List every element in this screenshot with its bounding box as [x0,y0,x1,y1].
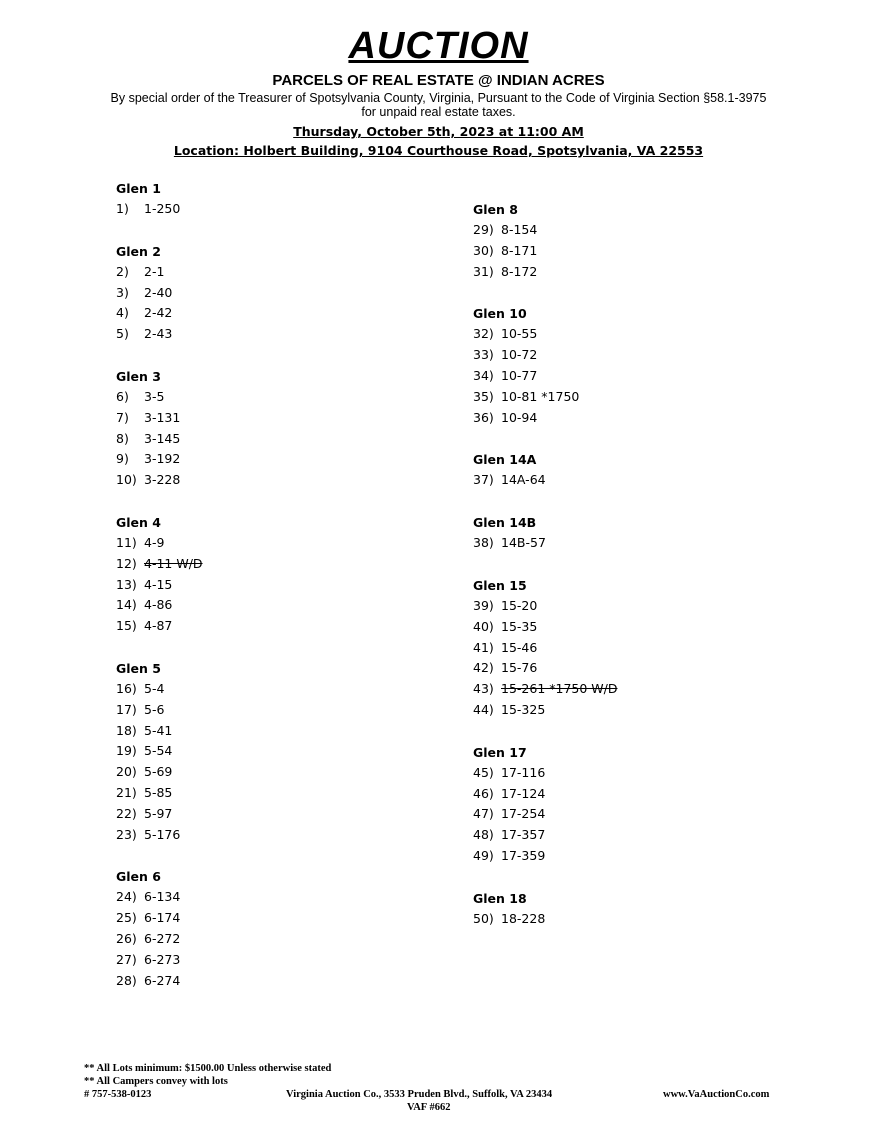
parcel-group [473,512,793,554]
parcel-id: 3-192 [144,451,181,467]
lot-number: 49) [473,847,494,863]
lot-item [473,909,793,930]
lot-item [116,449,416,470]
lot-item [116,324,416,345]
lot-number: 4) [116,305,129,321]
parcel-id: 17-254 [501,806,546,822]
lot-item [116,825,416,846]
lot-number: 42) [473,660,494,676]
lot-item [473,220,793,241]
lot-item [116,408,416,429]
group-heading: Glen 14B [473,515,537,531]
footer-note-campers: ** All Campers convey with lots [84,1076,228,1087]
lot-number: 47) [473,806,494,822]
lot-item [116,929,416,950]
group-heading: Glen 4 [116,514,161,530]
lot-number: 18) [116,722,137,738]
parcel-group [473,449,793,491]
parcel-id: 2-42 [144,305,173,321]
parcel-id: 1-250 [144,201,181,216]
parcel-id: 6-134 [144,889,181,905]
parcel-id: 15-261 *1750 W/D [501,681,618,697]
lot-number: 7) [116,409,129,425]
parcel-id: 4-86 [144,597,173,613]
parcel-id: 14B-57 [501,535,546,551]
lot-number: 8) [116,430,129,446]
parcel-id: 2-43 [144,326,173,342]
lot-number: 35) [473,388,494,404]
parcel-id: 8-154 [501,222,538,237]
lot-item [473,408,793,429]
parcel-group [116,366,416,491]
parcel-group [473,303,793,428]
lot-item [473,345,793,366]
lot-item [116,262,416,283]
parcel-id: 8-171 [501,242,538,258]
lot-number: 26) [116,930,137,946]
group-heading: Glen 1 [116,181,161,196]
lot-item [116,762,416,783]
parcel-id: 4-11 W/D [144,555,203,571]
parcel-id: 17-116 [501,764,546,780]
lot-number: 12) [116,555,137,571]
parcel-id: 3-145 [144,430,181,446]
lot-item [473,241,793,262]
parcel-group [473,575,793,721]
parcel-id: 4-9 [144,534,165,550]
lot-item [116,470,416,491]
lot-number: 36) [473,409,494,425]
lot-item [116,804,416,825]
group-heading: Glen 10 [473,306,527,322]
parcel-id: 3-5 [144,388,165,404]
parcel-id: 2-1 [144,263,165,279]
parcel-id: 5-54 [144,743,173,759]
parcel-id: 15-46 [501,639,538,655]
legal-notice-line-2: for unpaid real estate taxes. [361,105,516,119]
lot-number: 2) [116,263,129,279]
lot-number: 34) [473,367,494,383]
page-subtitle: PARCELS OF REAL ESTATE @ INDIAN ACRES [272,72,605,89]
parcel-group [116,178,416,220]
lot-number: 3) [116,284,129,300]
lot-item [473,658,793,679]
lot-number: 44) [473,701,494,717]
group-heading: Glen 17 [473,744,527,760]
parcel-id: 6-274 [144,972,181,988]
lot-item [116,700,416,721]
lot-item [473,846,793,867]
parcel-id: 4-87 [144,618,173,634]
parcel-id: 18-228 [501,910,546,926]
lot-item [473,596,793,617]
parcel-id: 17-359 [501,847,546,863]
lot-number: 31) [473,263,494,279]
parcel-id: 8-172 [501,263,538,279]
lot-number: 48) [473,827,494,843]
lot-item [116,887,416,908]
lot-item [473,366,793,387]
lot-item [116,679,416,700]
lot-number: 39) [473,597,494,613]
parcel-id: 5-41 [144,722,173,738]
lot-item [116,616,416,637]
lot-number: 33) [473,347,494,363]
legal-notice [0,91,877,119]
lot-number: 37) [473,472,494,488]
lot-number: 19) [116,743,137,759]
parcel-id: 17-124 [501,785,546,801]
lot-number: 45) [473,764,494,780]
lot-item [116,303,416,324]
lot-number: 1) [116,201,129,216]
parcel-id: 15-35 [501,618,538,634]
legal-notice-line-1: By special order of the Treasurer of Spotsylvania County, Virginia, Pursuant to the Code of Virginia Section §58.1-3975 [110,91,767,105]
lot-number: 28) [116,972,137,988]
parcel-id: 6-272 [144,930,181,946]
lot-number: 13) [116,576,137,592]
parcel-id: 5-4 [144,680,165,696]
group-heading: Glen 18 [473,890,527,906]
lot-number: 21) [116,784,137,800]
lot-item [473,324,793,345]
lot-item [473,470,793,491]
footer-website[interactable]: www.VaAuctionCo.com [663,1089,770,1100]
parcel-id: 14A-64 [501,472,546,488]
lot-item [116,908,416,929]
parcel-group [116,241,416,345]
withdrawn-lot-item [116,554,416,575]
lot-number: 43) [473,681,494,697]
parcel-id: 10-81 *1750 [501,388,580,404]
group-heading: Glen 5 [116,660,161,676]
lot-number: 22) [116,805,137,821]
lot-item [473,638,793,659]
parcel-group [116,658,416,845]
footer-company-address: Virginia Auction Co., 3533 Pruden Blvd., Suffolk, VA 23434 [286,1089,553,1100]
parcel-id: 3-131 [144,409,181,425]
lot-number: 15) [116,618,137,634]
parcel-id: 15-76 [501,660,538,676]
right-parcel-column [473,199,793,951]
lot-item [473,804,793,825]
lot-number: 41) [473,639,494,655]
lot-item [116,783,416,804]
parcel-group [473,742,793,867]
lot-item [473,763,793,784]
lot-number: 11) [116,534,137,550]
lot-number: 50) [473,910,494,926]
lot-item [116,283,416,304]
parcel-id: 4-15 [144,576,173,592]
footer-vaf-number: VAF #662 [407,1102,451,1113]
group-heading: Glen 6 [116,869,161,885]
lot-item [116,595,416,616]
lot-item [116,199,416,220]
parcel-group [473,199,793,282]
parcel-id: 17-357 [501,827,546,843]
lot-number: 38) [473,535,494,551]
lot-number: 14) [116,597,137,613]
lot-item [116,741,416,762]
lot-number: 25) [116,910,137,926]
lot-item [116,721,416,742]
lot-number: 20) [116,764,137,780]
lot-number: 23) [116,826,137,842]
lot-item [473,784,793,805]
parcel-id: 10-55 [501,326,538,342]
auction-date: Thursday, October 5th, 2023 at 11:00 AM [293,124,584,139]
parcel-id: 3-228 [144,472,181,488]
lot-item [116,950,416,971]
parcel-id: 6-273 [144,951,181,967]
lot-number: 16) [116,680,137,696]
lot-item [473,617,793,638]
parcel-id: 15-325 [501,701,546,717]
lot-number: 30) [473,242,494,258]
footer-phone: # 757-538-0123 [84,1089,152,1100]
lot-item [116,429,416,450]
group-heading: Glen 3 [116,368,161,384]
lot-item [473,700,793,721]
parcel-id: 5-69 [144,764,173,780]
parcel-id: 10-94 [501,409,538,425]
footer-note-minimum: ** All Lots minimum: $1500.00 Unless otherwise stated [84,1063,332,1074]
lot-item [473,533,793,554]
lot-number: 27) [116,951,137,967]
parcel-id: 10-72 [501,347,538,363]
lot-item [116,971,416,992]
auction-location: Location: Holbert Building, 9104 Courthouse Road, Spotsylvania, VA 22553 [173,143,704,158]
lot-number: 32) [473,326,494,342]
lot-item [473,825,793,846]
parcel-id: 6-174 [144,910,181,926]
parcel-id: 2-40 [144,284,173,300]
page-title: AUCTION [348,25,529,67]
group-heading: Glen 14A [473,452,537,468]
parcel-id: 5-6 [144,701,165,717]
lot-item [473,387,793,408]
parcel-id: 5-97 [144,805,173,821]
lot-item [473,262,793,283]
lot-number: 10) [116,472,137,488]
group-heading: Glen 2 [116,243,161,259]
lot-number: 9) [116,451,129,467]
lot-number: 6) [116,388,129,404]
lot-number: 24) [116,889,137,905]
parcel-group [473,888,793,930]
group-heading: Glen 15 [473,577,527,593]
parcel-id: 15-20 [501,597,538,613]
parcel-id: 10-77 [501,367,538,383]
lot-number: 46) [473,785,494,801]
lot-number: 40) [473,618,494,634]
lot-item [116,533,416,554]
withdrawn-lot-item [473,679,793,700]
parcel-id: 5-176 [144,826,181,842]
parcel-id: 5-85 [144,784,173,800]
parcel-group [116,866,416,991]
lot-number: 29) [473,222,494,237]
group-heading: Glen 8 [473,202,518,217]
lot-number: 5) [116,326,129,342]
lot-item [116,387,416,408]
parcel-group [116,512,416,637]
lot-item [116,575,416,596]
lot-number: 17) [116,701,137,717]
left-parcel-column [116,178,416,1012]
